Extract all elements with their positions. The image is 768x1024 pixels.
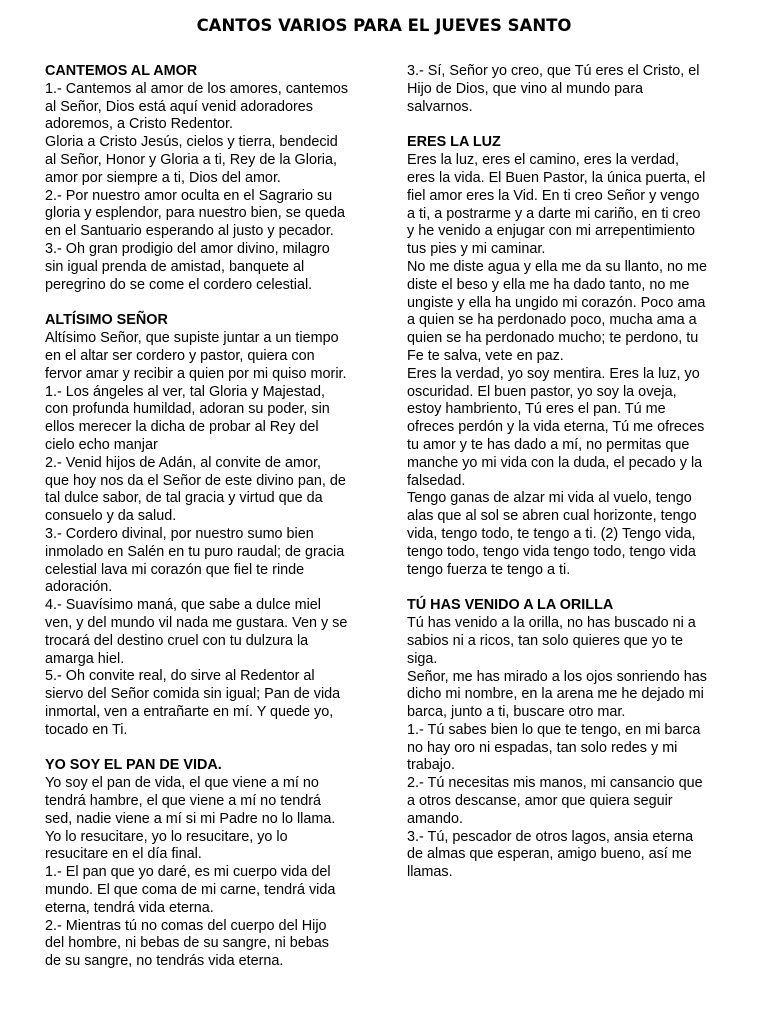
lyric-line: alas que al sol se abren cual horizonte, tengo xyxy=(407,508,697,525)
lyric-line: Eres la luz, eres el camino, eres la verdad, xyxy=(407,152,679,169)
lyric-line: inmortal, ven a entrañarte en mí. Y quede yo, xyxy=(45,703,334,720)
song-block xyxy=(45,312,377,739)
song-title: ALTÍSIMO SEÑOR xyxy=(45,312,168,329)
lyric-line: falsedad. xyxy=(407,472,466,489)
song-block xyxy=(407,63,725,116)
song-title: YO SOY EL PAN DE VIDA. xyxy=(45,757,222,774)
lyric-line: Hijo de Dios, que vino al mundo para xyxy=(407,80,643,97)
lyric-line: barca, junto a ti, buscare otro mar. xyxy=(407,704,626,721)
lyric-line: Altísimo Señor, que supiste juntar a un tiempo xyxy=(45,330,339,347)
lyric-line: peregrino do se come el cordero celestial. xyxy=(45,276,313,293)
lyric-line: 1.- Tú sabes bien lo que te tengo, en mi barca xyxy=(407,721,701,738)
song-block xyxy=(407,134,725,579)
lyric-line: Yo lo resucitare, yo lo resucitare, yo lo xyxy=(45,828,288,845)
lyric-line: vida, tengo todo, te tengo a ti. (2) Tengo vida, xyxy=(407,525,696,542)
lyric-line: consuelo y da salud. xyxy=(45,508,177,525)
lyric-line: ven, y del mundo vil nada me gustara. Ven y se xyxy=(45,614,348,631)
lyric-line: 5.- Oh convite real, do sirve al Redentor al xyxy=(45,668,315,685)
lyric-line: 3.- Cordero divinal, por nuestro sumo bien xyxy=(45,525,314,542)
lyric-line: al Señor, Dios está aquí venid adoradores xyxy=(45,98,313,115)
lyric-line: mundo. El que coma de mi carne, tendrá vida xyxy=(45,882,336,899)
lyric-line: quien se ha perdonado mucho; te perdono, tu xyxy=(407,330,699,347)
lyric-line: 2.- Venid hijos de Adán, al convite de amor, xyxy=(45,454,321,471)
lyric-line: con profunda humildad, adoran su poder, sin xyxy=(45,401,330,418)
lyric-line: ellos merecer la dicha de probar al Rey del xyxy=(45,419,319,436)
lyric-line: eres la vida. El Buen Pastor, la única puerta, el xyxy=(407,169,706,186)
lyric-line: a otros descanse, amor que quiera seguir xyxy=(407,793,673,810)
lyric-line: 3.- Tú, pescador de otros lagos, ansia eterna xyxy=(407,828,694,845)
lyric-line: que hoy nos da el Señor de este divino pan, de xyxy=(45,472,346,489)
lyric-line: no hay oro ni espadas, tan solo redes y mi xyxy=(407,739,678,756)
song-title: ERES LA LUZ xyxy=(407,134,501,151)
lyric-line: 3.- Oh gran prodigio del amor divino, milagro xyxy=(45,240,330,257)
lyric-line: de su sangre, no tendrás vida eterna. xyxy=(45,953,284,970)
lyric-line: del hombre, ni bebas de su sangre, ni bebas xyxy=(45,935,330,952)
lyric-line: estoy hambriento, Tú eres el pan. Tú me xyxy=(407,401,666,418)
lyric-line: y he venido a enjugar con mi arrepentimiento xyxy=(407,223,695,240)
lyric-line: manche yo mi vida con la duda, el pecado y la xyxy=(407,454,703,471)
lyric-line: 2.- Por nuestro amor oculta en el Sagrario su xyxy=(45,187,333,204)
song-block xyxy=(407,597,725,882)
left-column xyxy=(45,63,377,989)
lyric-line: cielo echo manjar xyxy=(45,436,158,453)
lyric-line: tengo todo, tengo vida tengo todo, tengo vida xyxy=(407,543,696,560)
lyric-line: No me diste agua y ella me da su llanto, no me xyxy=(407,258,707,275)
lyric-line: trabajo. xyxy=(407,757,455,774)
lyric-line: eterna, tendrá vida eterna. xyxy=(45,899,214,916)
lyric-line: tendrá hambre, el que viene a mí no tendrá xyxy=(45,793,321,810)
lyric-line: gloria y esplendor, para nuestro bien, se queda xyxy=(45,205,346,222)
lyric-line: Tengo ganas de alzar mi vida al vuelo, tengo xyxy=(407,490,692,507)
song-block xyxy=(45,63,377,294)
lyric-line: trocará del destino cruel con tu dulzura la xyxy=(45,632,309,649)
lyric-line: amarga hiel. xyxy=(45,650,125,667)
lyric-line: de almas que esperan, amigo bueno, así me xyxy=(407,846,692,863)
lyric-line: fiel amor eres la Vid. En ti creo Señor y vengo xyxy=(407,187,700,204)
lyric-line: adoración. xyxy=(45,579,113,596)
document-title: CANTOS VARIOS PARA EL JUEVES SANTO xyxy=(196,16,572,35)
lyric-line: tus pies y mi caminar. xyxy=(407,241,546,258)
lyric-line: en el altar ser cordero y pastor, quiera con xyxy=(45,347,315,364)
song-title: TÚ HAS VENIDO A LA ORILLA xyxy=(407,597,614,614)
lyric-line: sin igual prenda de amistad, banquete al xyxy=(45,258,305,275)
lyric-line: 1.- Cantemos al amor de los amores, cantemos xyxy=(45,80,349,97)
lyric-line: Eres la verdad, yo soy mentira. Eres la luz, yo xyxy=(407,365,700,382)
lyric-line: en el Santuario esperando al justo y pecador. xyxy=(45,223,334,240)
lyric-line: celestial lava mi corazón que fiel te rinde xyxy=(45,561,305,578)
lyric-line: amor por siempre a ti, Dios del amor. xyxy=(45,169,281,186)
lyric-line: dicho mi nombre, en la arena me he dejado mi xyxy=(407,686,704,703)
lyric-line: diste el beso y ella me ha dado tanto, no me xyxy=(407,276,690,293)
lyric-line: sabios ni a ricos, tan solo quieres que yo te xyxy=(407,632,683,649)
lyric-line: fervor amar y recibir a quien por mi quiso morir. xyxy=(45,365,347,382)
lyric-line: 3.- Sí, Señor yo creo, que Tú eres el Cristo, el xyxy=(407,63,700,79)
lyric-line: Fe te salva, vete en paz. xyxy=(407,347,564,364)
lyric-line: siervo del Señor comida sin igual; Pan de vida xyxy=(45,686,341,703)
lyric-line: ungiste y ella ha ungido mi corazón. Poco ama xyxy=(407,294,706,311)
lyric-line: 4.- Suavísimo maná, que sabe a dulce miel xyxy=(45,597,321,614)
lyric-line: Tú has venido a la orilla, no has buscado ni a xyxy=(407,615,696,632)
lyric-line: a ti, a postrarme y a darte mi cariño, en ti creo xyxy=(407,205,701,222)
lyric-line: tu amor y te has dado a mí, no permitas que xyxy=(407,436,690,453)
lyric-line: Señor, me has mirado a los ojos sonriendo has xyxy=(407,668,707,685)
lyric-line: tal dulce sabor, de tal gracia y virtud que da xyxy=(45,490,323,507)
lyric-line: Yo soy el pan de vida, el que viene a mí no xyxy=(45,775,319,792)
lyric-line: 1.- El pan que yo daré, es mi cuerpo vida del xyxy=(45,864,331,881)
lyric-line: oscuridad. El buen pastor, yo soy la oveja, xyxy=(407,383,677,400)
lyric-line: al Señor, Honor y Gloria a ti, Rey de la Gloria, xyxy=(45,151,337,168)
lyric-line: amando. xyxy=(407,810,464,827)
lyric-line: 2.- Mientras tú no comas del cuerpo del Hijo xyxy=(45,917,327,934)
song-block xyxy=(45,757,377,971)
lyric-line: inmolado en Salén en tu puro raudal; de gracia xyxy=(45,543,345,560)
song-title: CANTEMOS AL AMOR xyxy=(45,63,198,79)
lyric-line: 2.- Tú necesitas mis manos, mi cansancio que xyxy=(407,775,703,792)
lyric-line: tengo fuerza te tengo a ti. xyxy=(407,561,571,578)
lyric-line: siga. xyxy=(407,650,438,667)
lyric-line: Gloria a Cristo Jesús, cielos y tierra, bendecid xyxy=(45,134,338,151)
lyric-line: 1.- Los ángeles al ver, tal Gloria y Majestad, xyxy=(45,383,325,400)
lyric-line: sed, nadie viene a mí si mi Padre no lo llama. xyxy=(45,810,336,827)
lyric-line: llamas. xyxy=(407,864,453,881)
lyric-line: adoremos, a Cristo Redentor. xyxy=(45,116,233,133)
lyric-line: a quien se ha perdonado poco, mucha ama a xyxy=(407,312,697,329)
lyric-line: resucitare en el día final. xyxy=(45,846,202,863)
right-column xyxy=(407,63,725,900)
lyric-line: salvarnos. xyxy=(407,98,473,115)
lyric-line: tocado en Ti. xyxy=(45,721,128,738)
lyric-line: ofreces perdón y la vida eterna, Tú me ofreces xyxy=(407,419,705,436)
